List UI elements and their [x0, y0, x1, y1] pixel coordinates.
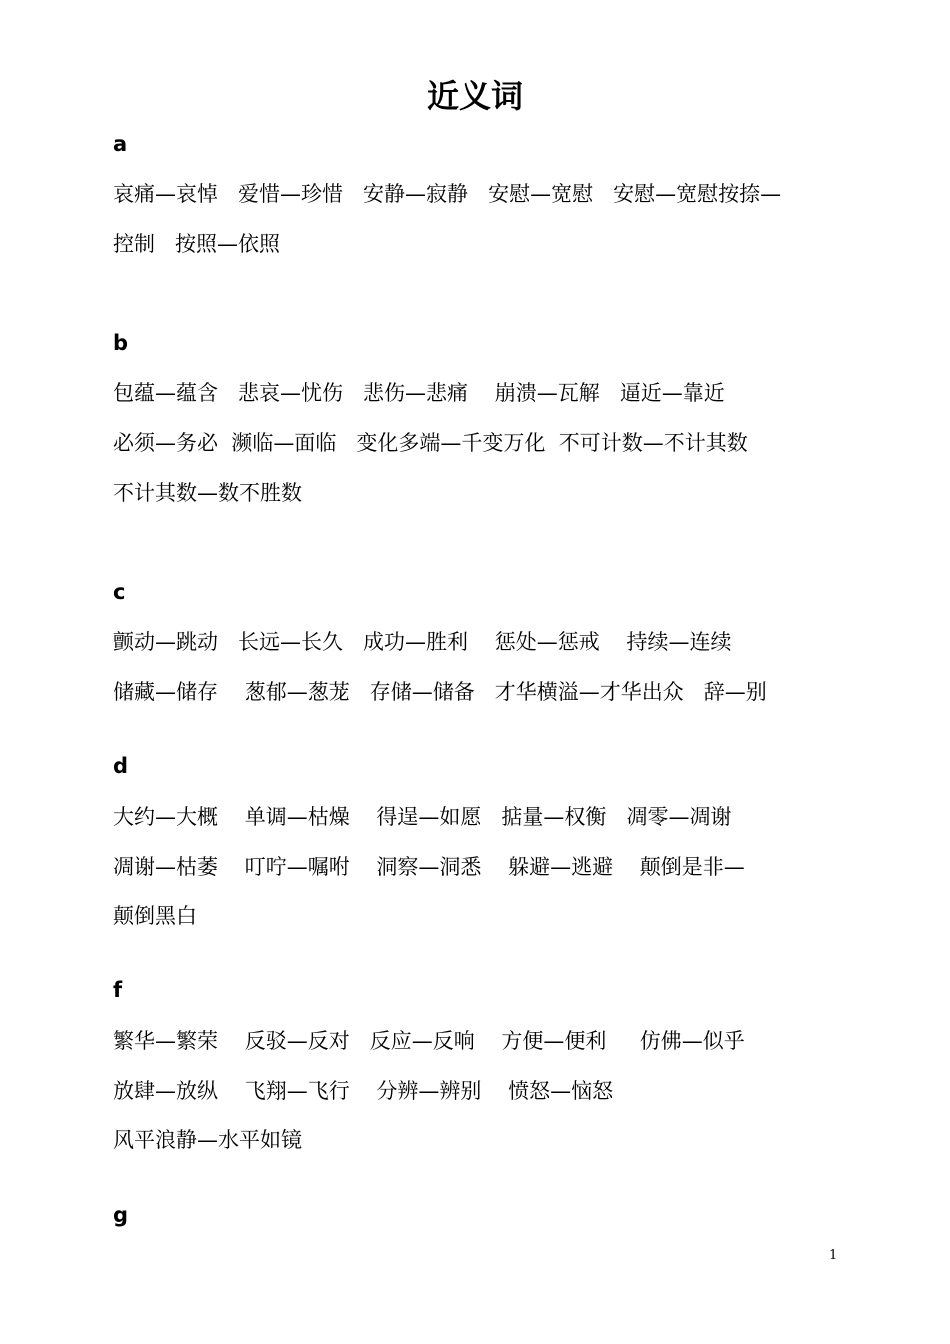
page-title: 近义词: [426, 77, 523, 115]
section-letter-g: g: [113, 1203, 129, 1227]
section-d-line-2: 凋谢—枯萎 叮咛—嘱咐 洞察—洞悉 躲避—逃避 颠倒是非—: [113, 855, 745, 879]
section-letter-b: b: [113, 331, 129, 355]
section-f-line-1: 繁华—繁荣 反驳—反对 反应—反响 方便—便利 仿佛—似乎: [113, 1029, 745, 1053]
page-number: 1: [829, 1248, 838, 1263]
section-b-line-1: 包蕴—蕴含 悲哀—忧伤 悲伤—悲痛 崩溃—瓦解 逼近—靠近: [113, 381, 725, 405]
section-letter-d: d: [113, 754, 129, 778]
section-b-line-2: 必须—务必 濒临—面临 变化多端—千变万化 不可计数—不计其数: [113, 431, 748, 455]
section-letter-f: f: [113, 978, 123, 1002]
section-letter-a: a: [113, 132, 128, 156]
section-c-line-2: 储藏—储存 葱郁—葱茏 存储—储备 才华横溢—才华出众 辞—别: [113, 680, 767, 704]
section-d-line-1: 大约—大概 单调—枯燥 得逞—如愿 掂量—权衡 凋零—凋谢: [113, 805, 732, 829]
section-f-line-2: 放肆—放纵 飞翔—飞行 分辨—辨别 愤怒—恼怒: [113, 1079, 614, 1103]
section-b-line-3: 不计其数—数不胜数: [113, 481, 302, 505]
section-letter-c: c: [113, 580, 126, 604]
section-f-line-3: 风平浪静—水平如镜: [113, 1128, 302, 1152]
section-a-line-2: 控制 按照—依照: [113, 232, 281, 256]
section-a-line-1: 哀痛—哀悼 爱惜—珍惜 安静—寂静 安慰—宽慰 安慰—宽慰按捺—: [113, 182, 782, 206]
section-c-line-1: 颤动—跳动 长远—长久 成功—胜利 惩处—惩戒 持续—连续: [113, 630, 732, 654]
section-d-line-3: 颠倒黑白: [113, 904, 197, 928]
